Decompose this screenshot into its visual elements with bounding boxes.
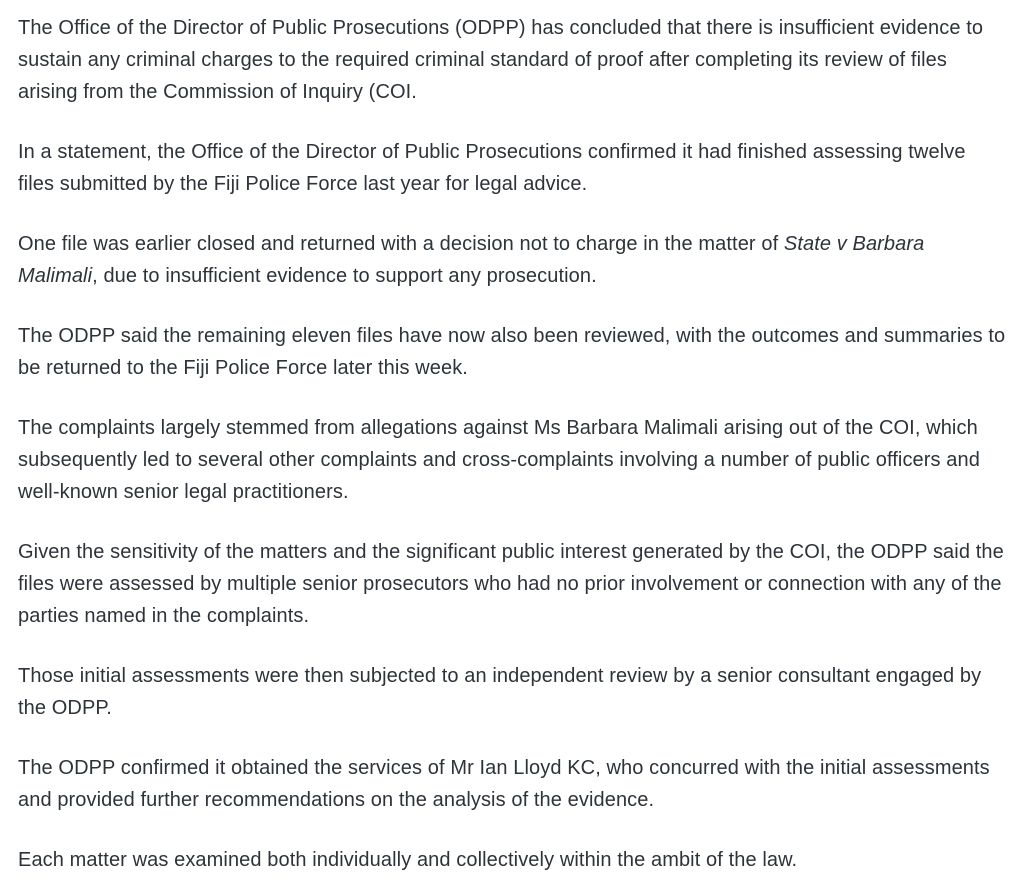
- paragraph: [18, 136, 1006, 200]
- paragraph: [18, 844, 1006, 876]
- paragraph-segment: The ODPP confirmed it obtained the services of Mr Ian Lloyd KC, who concurred with the initial assessments and provided further recommendations on the analysis of the evidence.: [18, 757, 990, 811]
- paragraph: [18, 752, 1006, 816]
- paragraph-segment: The ODPP said the remaining eleven files have now also been reviewed, with the outcomes and summaries to be returned to the Fiji Police Force later this week.: [18, 325, 1006, 379]
- paragraph: [18, 412, 1006, 508]
- paragraph-segment: One file was earlier closed and returned with a decision not to charge in the matter of: [18, 233, 784, 255]
- paragraph-segment: , due to insufficient evidence to support any prosecution.: [92, 265, 597, 287]
- paragraph: [18, 12, 1006, 108]
- paragraph: [18, 320, 1006, 384]
- paragraph-segment: Those initial assessments were then subjected to an independent review by a senior consultant engaged by the ODPP.: [18, 665, 982, 719]
- paragraph-segment: In a statement, the Office of the Director of Public Prosecutions confirmed it had finished assessing twelve files submitted by the Fiji Police Force last year for legal advice.: [18, 141, 966, 195]
- paragraph-segment: The Office of the Director of Public Prosecutions (ODPP) has concluded that there is insufficient evidence to sustain any criminal charges to the required criminal standard of proof after completing its review of files arising from the Commission of Inquiry (COI.: [18, 17, 984, 103]
- paragraph-segment: The complaints largely stemmed from allegations against Ms Barbara Malimali arising out of the COI, which subsequently led to several other complaints and cross-complaints involving a number of public officers and well-known senior legal practitioners.: [18, 417, 980, 503]
- paragraph: [18, 660, 1006, 724]
- paragraph: [18, 536, 1006, 632]
- paragraph: [18, 228, 1006, 292]
- paragraph-segment: Given the sensitivity of the matters and the significant public interest generated by the COI, the ODPP said the files were assessed by multiple senior prosecutors who had no prior involvement or connection with any of the parties named in the complaints.: [18, 541, 1004, 627]
- paragraph-segment-italic: State v Barbara Malimali: [18, 233, 925, 287]
- paragraph-segment: Each matter was examined both individually and collectively within the ambit of the law.: [18, 849, 798, 871]
